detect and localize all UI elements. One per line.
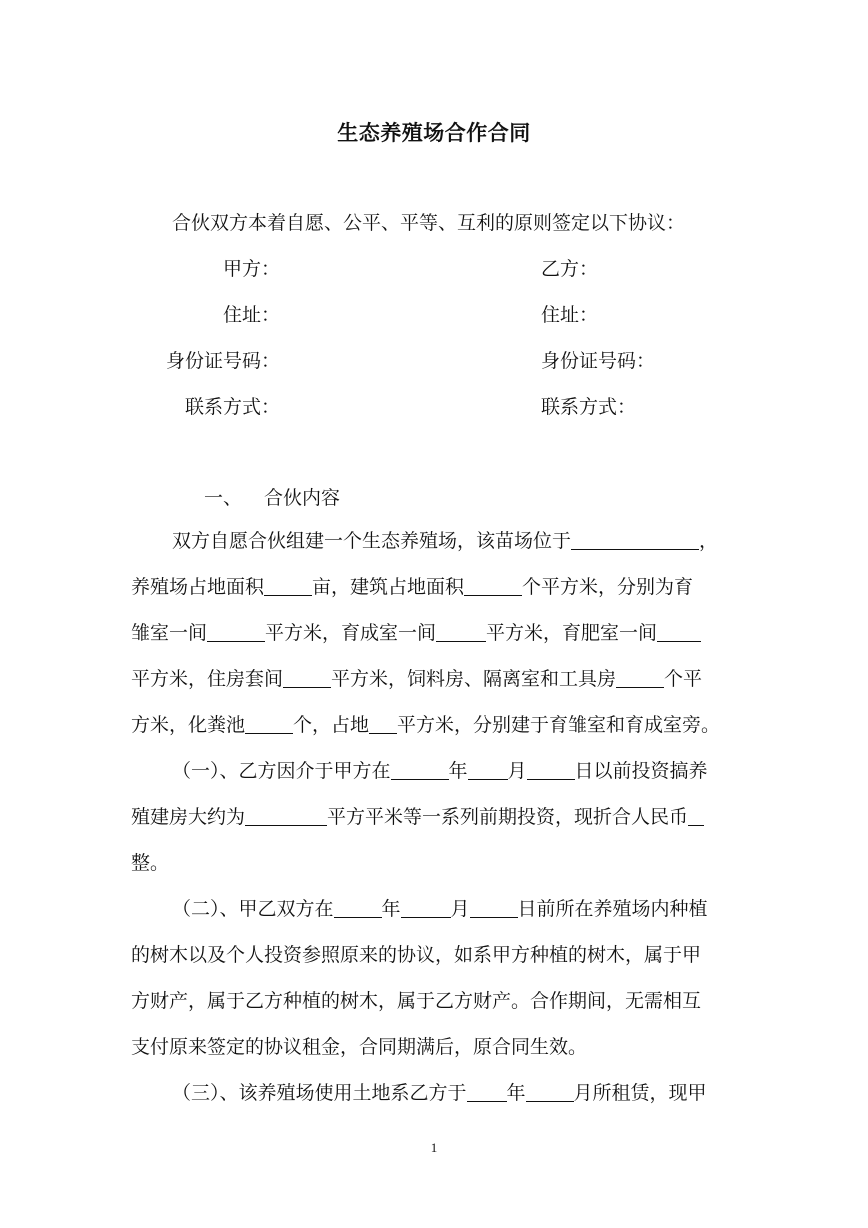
fill-in-blank bbox=[464, 575, 522, 596]
text-run: 平方米，饲料房、隔离室和工具房 bbox=[331, 668, 617, 690]
text-run: 日前所在养殖场内种植 bbox=[517, 898, 708, 920]
text-run: 平方米，育肥室一间 bbox=[486, 622, 658, 644]
text-run: 年 bbox=[381, 898, 401, 920]
fill-in-blank bbox=[688, 805, 704, 826]
text-run: 月所租赁，现甲 bbox=[573, 1082, 707, 1104]
fill-in-blank bbox=[283, 667, 331, 688]
text-run: 月 bbox=[507, 760, 527, 782]
text-run: 平方米，分别建于育雏室和育成室旁。 bbox=[397, 714, 721, 736]
text-run: 个平方米，分别为育 bbox=[522, 576, 694, 598]
text-run: 个，占地 bbox=[293, 714, 370, 736]
text-run: 殖建房大约为 bbox=[131, 806, 246, 828]
text-run: （一）、乙方因介于甲方在 bbox=[172, 760, 391, 782]
text-run: 个平 bbox=[664, 668, 703, 690]
text-run: （三）、该养殖场使用土地系乙方于 bbox=[172, 1082, 467, 1104]
fill-in-blank bbox=[207, 621, 265, 642]
fill-in-blank bbox=[334, 897, 382, 918]
party-a-address-label: 住址： bbox=[222, 304, 280, 326]
party-b-name-label: 乙方： bbox=[541, 258, 599, 280]
party-b-contact-label: 联系方式： bbox=[541, 396, 637, 418]
paragraph-line bbox=[131, 1070, 753, 1116]
section-heading bbox=[204, 483, 340, 510]
fill-in-blank bbox=[369, 713, 397, 734]
fill-in-blank bbox=[616, 667, 664, 688]
fill-in-blank bbox=[467, 1081, 507, 1102]
party-a-name-label: 甲方： bbox=[222, 258, 280, 280]
fill-in-blank bbox=[526, 1081, 574, 1102]
intro-text: 合伙双方本着自愿、公平、平等、互利的原则签定以下协议： bbox=[172, 212, 686, 234]
party-a-contact-label: 联系方式： bbox=[184, 396, 280, 418]
text-run: 支付原来签定的协议租金，合同期满后，原合同生效。 bbox=[131, 1036, 588, 1058]
party-b-address-label: 住址： bbox=[541, 304, 599, 326]
text-run: 雏室一间 bbox=[131, 622, 208, 644]
text-run: 亩，建筑占地面积 bbox=[312, 576, 465, 598]
paragraph-line bbox=[131, 932, 753, 978]
fill-in-blank bbox=[401, 897, 451, 918]
text-run: 年 bbox=[506, 1082, 526, 1104]
text-run: 双方自愿合伙组建一个生态养殖场，该苗场位于 bbox=[172, 530, 572, 552]
text-run: 整。 bbox=[131, 852, 170, 874]
paragraph-line bbox=[131, 748, 753, 794]
text-run: ， bbox=[699, 530, 719, 552]
paragraph-line bbox=[131, 564, 753, 610]
fill-in-blank bbox=[468, 759, 508, 780]
page-number: 1 bbox=[430, 1140, 438, 1155]
fill-in-blank bbox=[391, 759, 449, 780]
text-run: 的树木以及个人投资参照原来的协议，如系甲方种植的树木，属于甲 bbox=[131, 944, 702, 966]
party-b-id-label: 身份证号码： bbox=[541, 350, 656, 372]
text-run: 平方平米等一系列前期投资，现折合人民币 bbox=[327, 806, 689, 828]
document-title: 生态养殖场合作合同 bbox=[337, 121, 531, 145]
fill-in-blank bbox=[470, 897, 518, 918]
text-run: 平方米，育成室一间 bbox=[265, 622, 437, 644]
contract-body bbox=[131, 518, 753, 1116]
text-run: 平方米，住房套间 bbox=[131, 668, 284, 690]
text-run: 月 bbox=[450, 898, 470, 920]
text-run: 养殖场占地面积 bbox=[131, 576, 265, 598]
paragraph-line bbox=[131, 610, 753, 656]
fill-in-blank bbox=[245, 805, 327, 826]
paragraph-line bbox=[131, 1024, 753, 1070]
section-number: 一、 bbox=[204, 487, 243, 509]
party-a-id-label: 身份证号码： bbox=[165, 350, 280, 372]
paragraph-line bbox=[131, 840, 753, 886]
paragraph-line bbox=[131, 518, 753, 564]
paragraph-line bbox=[131, 656, 753, 702]
paragraph-line bbox=[131, 978, 753, 1024]
text-run: （二）、甲乙双方在 bbox=[172, 898, 334, 920]
paragraph-line bbox=[131, 886, 753, 932]
text-run: 年 bbox=[448, 760, 468, 782]
paragraph-line bbox=[131, 794, 753, 840]
fill-in-blank bbox=[571, 529, 699, 550]
fill-in-blank bbox=[657, 621, 701, 642]
text-run: 方米，化粪池 bbox=[131, 714, 246, 736]
fill-in-blank bbox=[245, 713, 293, 734]
fill-in-blank bbox=[264, 575, 312, 596]
text-run: 方财产，属于乙方种植的树木，属于乙方财产。合作期间，无需相互 bbox=[131, 990, 702, 1012]
section-title: 合伙内容 bbox=[264, 487, 341, 509]
fill-in-blank bbox=[436, 621, 486, 642]
text-run: 日以前投资搞养 bbox=[574, 760, 708, 782]
paragraph-line bbox=[131, 702, 753, 748]
fill-in-blank bbox=[527, 759, 575, 780]
